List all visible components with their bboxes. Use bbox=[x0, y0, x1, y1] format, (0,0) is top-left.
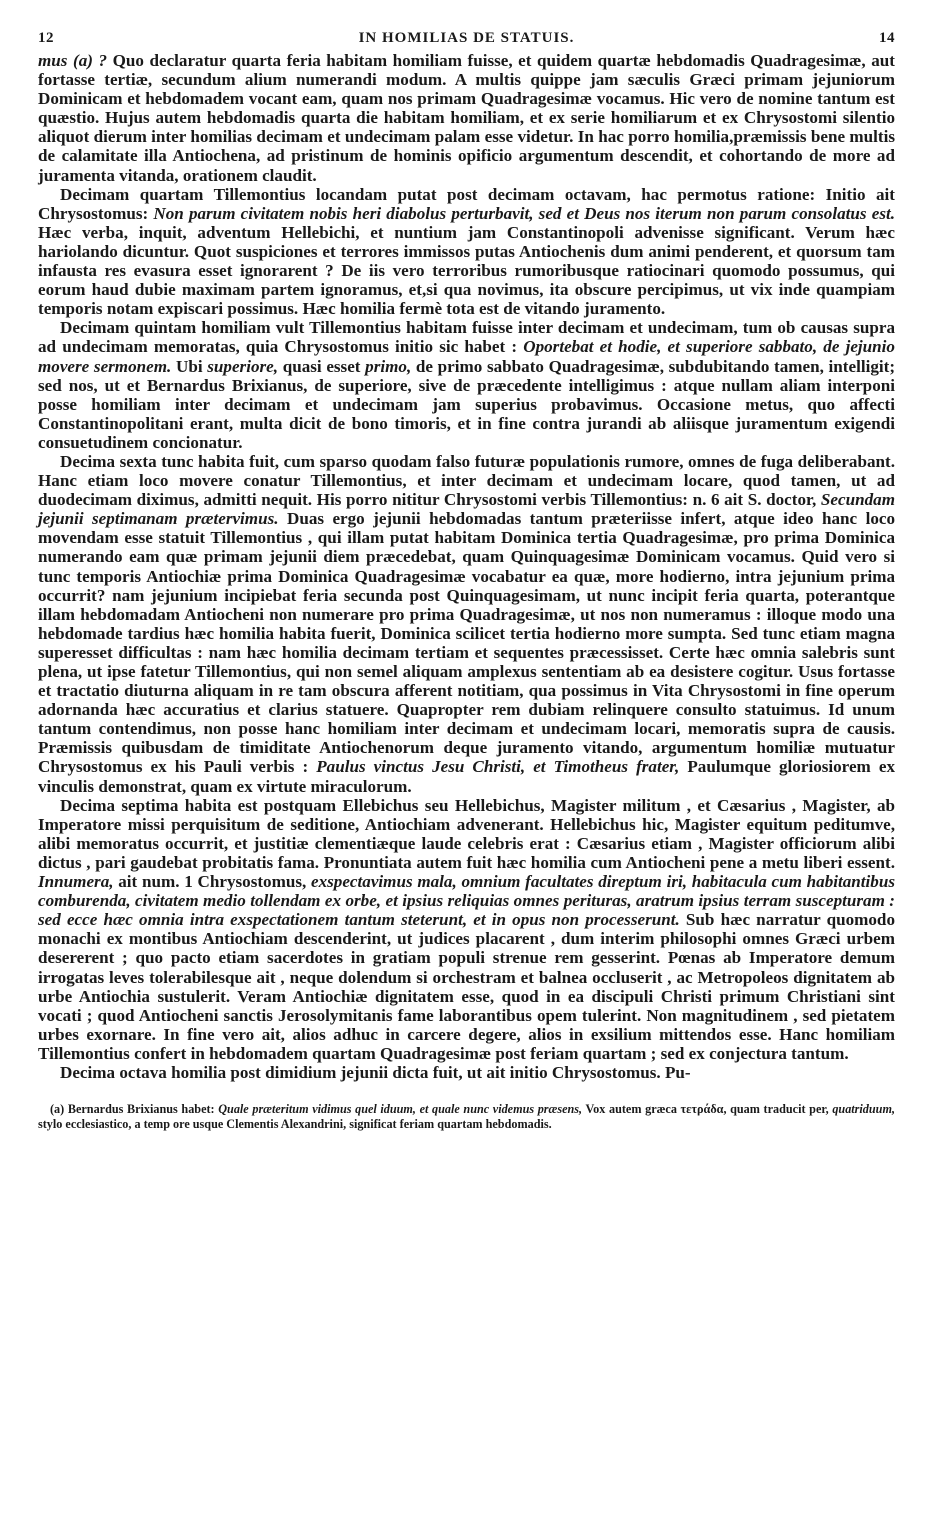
text-run: Ubi bbox=[171, 356, 208, 376]
text-run: Decima octava homilia post dimidium jejunii dicta fuit, ut ait initio Chrysostomus. Pu- bbox=[60, 1062, 691, 1082]
italic-run: Non parum civitatem nobis heri diabolus perturbavit, sed et Deus nos iterum non parum consolatus est. bbox=[153, 203, 895, 223]
text-run: Hæc verba, inquit, adventum Hellebichi, et nuntium jam Constantinopoli advenisse significant. Verum hæc hariolando dicuntur. Quot suspiciones et terrores immissos putas Antiochenis dum animi penderent, et quorsum tam infausta res evasura esset ignorarent ? De iis vero terroribus rumoribusque ratiocinari quomodo possumus, qui eorum haud dubie maximam partem ignoramus, et,si qua novimus, ita obscure percipimus, ut vix inde quampiam temporis notam expiscari possimus. Hæc homilia fermè tota est de vitando juramento. bbox=[38, 222, 895, 319]
italic-run: superiore, bbox=[207, 356, 279, 376]
running-title: IN HOMILIAS DE STATUIS. bbox=[358, 30, 575, 46]
footnote bbox=[38, 1102, 895, 1131]
paragraph bbox=[38, 51, 895, 185]
paragraph bbox=[38, 452, 895, 796]
body-text bbox=[38, 51, 895, 1082]
text-run: Decimam quartam Tillemontius locandam putat post decimam octavam, hac permotus ratione: Initio ait Chrysostomus: bbox=[38, 184, 895, 223]
text-run: Paulumque gloriosiorem ex vinculis demonstrat, quam ex virtute miraculorum. bbox=[38, 757, 895, 796]
footnote-text bbox=[38, 1102, 895, 1131]
text-run: ait num. 1 Chrysostomus, bbox=[113, 872, 312, 892]
italic-run: quatriduum, bbox=[832, 1102, 895, 1117]
italic-run: Innumera, bbox=[38, 872, 114, 892]
text-run: Quo declaratur quarta feria habitam homiliam fuisse, et quidem quartæ hebdomadis Quadragesimæ, aut fortasse tertiæ, secundum alium numerandi modum. A multis quippe jam sæculis Græci primam jejuniorum Dominicam et hebdomadem vocant eam, quam nos primam Quadragesimæ vocamus. Hic vero de nomine tantum est quæstio. Hujus autem hebdomadis quarta die habitam homiliam, et ex serie homiliarum et ex Chrysostomi silentio aliquot dierum inter homilias decimam et undecimam palam esse videtur. In hac porro homilia,præmissis bene multis de calamitate illa Antiochena, ad pristinum de hominis opificio argumentum descendit, et cohortando de more ad juramenta vitanda, orationem claudit. bbox=[38, 51, 895, 185]
text-run: stylo ecclesiastico, a temp ore usque Clementis Alexandrini, significat feriam quartam hebdomadis. bbox=[38, 1116, 552, 1131]
paragraph bbox=[38, 796, 895, 1063]
paragraph bbox=[38, 185, 895, 319]
text-run: Decimam quintam homiliam vult Tillemontius habitam fuisse inter decimam et undecimam, tum ob causas supra ad undecimam memoratas, quia Chrysostomus initio sic habet : bbox=[38, 318, 895, 357]
text-run: Duas ergo jejunii hebdomadas tantum præteriisse infert, atque ideo hanc loco movendam esse statuit Tillemontius , qui illam putat habitam Dominica tertia Quadragesimæ, pro prima Dominica numerando eam quæ primam jejunii diem præcedebat, quam Quinquagesimæ Dominicam vocamus. Quid vero si tunc temporis Antiochiæ prima Dominica Quadragesimæ vocabatur ea quæ, more hodierno, intra jejunium prima occurrit? nam jejunium incipiebat feria secunda post Quinquagesimam, ut nunc incipit feria quarta, poterantque illam hebdomadam Antiocheni non numerare pro prima Quadragesimæ, ut nos non numeramus : illoque modo una hebdomade tardius hæc homilia habita fuerit, Dominica scilicet tertia hodierno more sumpta. Sed tunc etiam magna superesset difficultas : nam hæc homilia decimam tertiam et sequentes præcessisset. Certe hæc omnia salebris sunt plena, ut ipse fatetur Tillemontius, qui non semel aliquam amplexus sententiam ab ea desistere cogitur. Usus fortasse et tractatio diuturna aliquam in re tam obscura afferent notitiam, qua possimus in Vita Chrysostomi in fine operum adornanda hæc accuratius et clarius statuere. Quapropter rem dubiam relinquere consulto statuimus. Id unum tantum contendimus, non posse hanc homiliam inter decimam et undecimam locari, memoratis supra de causis. Præmissis quibusdam de timiditate Antiochenorum deque juramento vitando, argumentum homiliæ mutuatur Chrysostomus ex his Pauli verbis : bbox=[38, 509, 896, 777]
text-run: de primo sabbato Quadragesimæ, subdubitando tamen, intelligit; sed nos, ut et Bernardus Brixianus, de superiore, sive de præcedente intelligimus : atque nullam aliam interponi posse homiliam inter decimam et undecimam jam superius probavimus. Occasione metus, quo affecti Constantinopolitani erant, multa dicit de bono timoris, et in fine contra jurandi ab aliisque juramentum exigendi consuetudinem concionatur. bbox=[38, 356, 896, 452]
running-head bbox=[38, 30, 895, 47]
paragraph bbox=[38, 1063, 895, 1082]
text-run: Decima sexta tunc habita fuit, cum sparso quodam falso futuræ populationis rumore, omnes de fuga deliberabant. Hanc etiam loco movere conatur Tillemontius, et inter decimam et undecimam locare, quod tamen, ut ad duodecimam diximus, admitti nequit. His porro nititur Chrysostomi verbis Tillemontius: n. 6 ait S. doctor, bbox=[38, 451, 895, 510]
italic-run: primo, bbox=[365, 356, 412, 376]
text-run: Sub hæc narratur quomodo monachi ex montibus Antiochiam descenderint, ut judices placarent , dum interim philosophi omnes Græci urbem desererent ; quo pacto etiam sacerdotes in gratiam populi strenue rem gesserint. Pœnas ab Imperatore demum irrogatas leves tolerabilesque ait , neque dolendum si orchestram et balnea occluserit , ac Metropoleos dignitatem ab urbe Antiochia sustulerit. Veram Antiochiæ dignitatem esse, quod in ea discipuli Christi primum Christiani sint vocati ; quod Antiocheni sanctis Jerosolymitanis fame laborantibus opem tulerint. Non magnitudinem , sed pietatem urbes exornare. In fine vero ait, alios adhuc in carcere degere, alios in exsilium mittendos esse. Hanc homiliam Tillemontius confert in hebdomadem quartam Quadragesimæ post feriam quartam ; sed ex conjectura tantum. bbox=[38, 910, 895, 1063]
text-run: (a) Bernardus Brixianus habet: bbox=[50, 1102, 219, 1117]
italic-run: Oportebat et hodie, et superiore sabbato, de jejunio movere sermonem. bbox=[38, 337, 895, 376]
page-number-right: 14 bbox=[878, 30, 895, 46]
paragraph bbox=[38, 318, 895, 452]
italic-run: Secundam jejunii septimanam prætervimus. bbox=[38, 490, 895, 529]
italic-run: mus (a) ? bbox=[38, 51, 113, 70]
italic-run: Quale præteritum vidimus quel iduum, et quale nunc videmus præsens, bbox=[218, 1102, 583, 1117]
text-run: quasi esset bbox=[278, 356, 366, 376]
page-number-left: 12 bbox=[38, 30, 54, 46]
text-run: Vox autem græca τετράδα, quam traducit per, bbox=[582, 1102, 833, 1117]
italic-run: Paulus vinctus Jesu Christi, et Timotheus frater, bbox=[316, 757, 680, 777]
text-run: Decima septima habita est postquam Ellebichus seu Hellebichus, Magister militum , et Cæsarius , Magister, ab Imperatore missi perquisitum de seditione, Antiochiam advenerant. Hellebichus hic, Magister equitum peditumve, alibi memoratus occurrit, et justitiæ clementiæque laude celebris erat : Cæsarius etiam , Magister officiorum alibi dictus , pari gaudebat probitatis fama. Pronuntiata autem fuit hæc homilia cum Antiocheni pene a metu liberi essent. bbox=[38, 795, 895, 872]
italic-run: exspectavimus mala, omnium facultates direptum iri, habitacula cum habitantibus comburenda, civitatem medio tollendam ex orbe, et ipsius reliquias omnes perituras, aratrum ipsius terram suscepturam : sed ecce hæc omnia intra exspectationem tantum steterunt, et in opus non processerunt. bbox=[38, 872, 895, 930]
